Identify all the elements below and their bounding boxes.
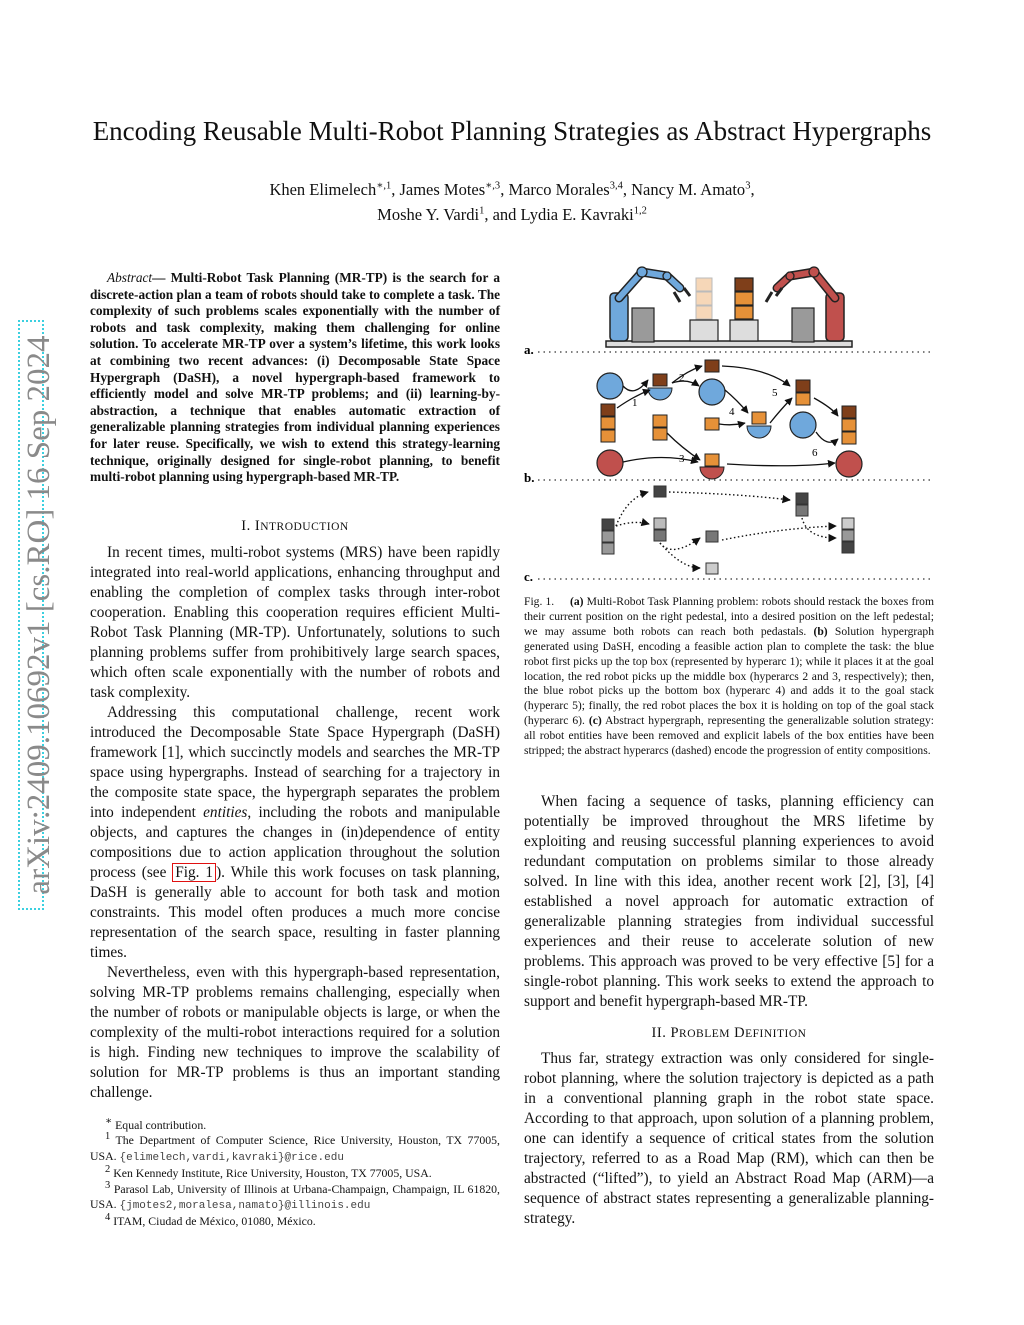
abstract-box-node [796, 493, 808, 504]
box-node [752, 412, 766, 424]
box-node [842, 406, 856, 418]
right-column-body [524, 792, 934, 1012]
footnote-text: Parasol Lab, University of Illinois at Urbana-Champaign, Champaign, IL 61820, USA. [90, 1181, 500, 1212]
abstract-box-node [842, 518, 854, 529]
panel-b-label: b. [524, 470, 535, 485]
section-heading-initial: D [734, 1025, 746, 1041]
panel-a-robot-scene [606, 267, 852, 347]
author-affiliation: ∗,1 [376, 180, 392, 192]
footnote-text: ITAM, Ciudad de México, 01080, México. [110, 1214, 316, 1229]
robot-base-pedestal [792, 308, 814, 342]
goal-stack-pedestal [690, 278, 718, 341]
box-node [842, 432, 856, 444]
box-node [601, 417, 615, 429]
panel-b-solution-hypergraph [597, 360, 862, 479]
author-name: Marco Morales [508, 180, 610, 199]
paragraph-text: Addressing this computational challenge, recent work introduced the Decomposable State Space Hypergraph (DaSH) framework [1], which succinctly models and searches the MR-TP space using hypergraphs. Instead of searching for a trajectory in the composite state space, the hypergraph separates the problem into independent [90, 704, 500, 821]
panel-c-label: c. [524, 569, 534, 584]
panel-a-label: a. [524, 342, 534, 357]
caption-panel-label: (a) [569, 595, 584, 608]
footnote-text: Equal contribution. [112, 1118, 207, 1132]
box-node [705, 418, 719, 430]
caption-text: Multi-Robot Task Planning problem: robots should restack the boxes from their current position on the right pedestal, into a desired position on the left pedestal; we may assume both robots can reach both pedastals. [524, 595, 934, 638]
section-heading-problem-definition [524, 1025, 934, 1042]
box-node [705, 360, 719, 372]
author-name: Nancy M. Amato [631, 180, 746, 199]
robot-base-pedestal [632, 308, 654, 342]
paragraph: In recent times, multi-robot systems (MRS) have been rapidly integrated into real-world applications, enhancing throughput and enabling the completion of complex tasks through inter-robot cooperation. Enabling this cooperation requires efficient Multi-Robot Task Planning (MR-TP). Unfortunately, solutions to such planning problems suffer from prohibitively large search spaces, which often scale exponentially with the number of robots and task complexity. [90, 544, 500, 701]
author-affiliation: ∗,3 [485, 180, 501, 192]
author-name: Lydia E. Kavraki [520, 205, 634, 224]
section-number: II. [651, 1025, 667, 1041]
caption-figure-number: Fig. 1. [524, 595, 555, 608]
author-name: Moshe Y. Vardi [377, 205, 480, 224]
footnote-mark: 3 [105, 1179, 111, 1191]
footnote-mark: 4 [105, 1212, 111, 1224]
box-node [653, 374, 667, 386]
hyperarc-label: 4 [729, 406, 735, 418]
hyperarc-label: 1 [632, 397, 638, 409]
box-node [601, 404, 615, 416]
blue-robot-node [699, 379, 725, 405]
author-name: James Motes [399, 180, 486, 199]
author-affiliation: 3,4 [609, 180, 623, 192]
paragraph [90, 703, 500, 963]
footnote [90, 1118, 500, 1133]
paper-title: Encoding Reusable Multi-Robot Planning Strategies as Abstract Hypergraphs [92, 116, 932, 146]
introduction-body [90, 543, 500, 1103]
paragraph: Nevertheless, even with this hypergraph-based representation, solving MR-TP problems remains challenging, especially when the number of robots or manipulable objects is large, or when the complexity of the multi-robot interactions required for a solution is high. Finding new techniques to improve the scalability of solution for MR-TP problems is thus an important standing challenge. [90, 964, 500, 1101]
hyperarc-label: 6 [812, 447, 818, 459]
section-heading-rest: NTRODUCTION [260, 521, 349, 533]
author-affiliation: 3 [745, 180, 751, 192]
author-affiliation: 1,2 [633, 205, 647, 217]
abstract-box-node [706, 531, 718, 542]
red-robot-node [597, 450, 623, 476]
hyperarc-label: 3 [679, 453, 685, 465]
caption-panel-label: (c) [588, 714, 602, 728]
abstract-box-node [654, 530, 666, 541]
figure-1 [522, 258, 936, 588]
abstract-box-node [842, 530, 854, 541]
paragraph: Thus far, strategy extraction was only considered for single-robot planning, where the solution trajectory is depicted as a path in a conventional planning graph in the robot state space. According to that approach, upon solution of a planning problem, one can identify a sequence of critical states from the solution trajectory, referred to as a Road Map (RM), which can then be abstracted (“lifted”), to yield an Abstract Road Map (ARM)—a sequence of abstract states representing a generalizable planning-strategy. [524, 1050, 934, 1227]
abstract-text: — Multi-Robot Task Planning (MR-TP) is the search for a discrete-action plan a team of robots should take to complete a task. The complexity of such problems scales exponentially with the number of robots and task complexity, making them challenging for online solution. To accelerate MR-TP over a system’s lifetime, this work looks at combining two recent advances: (i) Decomposable State Space Hypergraph (DaSH), a novel hypergraph-based framework to efficiently model and solve MR-TP problems; and (ii) learning-by-abstraction, a technique that enables automatic extraction of generalizable planning strategies from individual planning experiences for later reuse. Specifically, we wish to extend this strategy-learning technique, originally designed for single-robot planning, to benefit multi-robot planning using hypergraph-based MR-TP. [90, 270, 500, 485]
abstract-box-node [706, 563, 718, 574]
arxiv-identifier[interactable]: arXiv:2409.10692v1 [cs.RO] 16 Sep 2024 [21, 335, 57, 895]
footnote [90, 1179, 500, 1215]
arxiv-stamp [10, 320, 57, 910]
footnote [90, 1133, 500, 1166]
start-stack-pedestal [730, 278, 758, 341]
red-robot-node [836, 451, 862, 477]
author-name: Khen Elimelech [269, 180, 377, 199]
abstract-box-node [602, 531, 614, 542]
box-node [796, 393, 810, 405]
paragraph-text: ). While this work focuses on task planning, DaSH is generally able to account for both task and motion constraints. This model often produces a much more concise representation of the search space, resulting in faster planning times. [90, 864, 501, 961]
figure-1-link[interactable]: Fig. 1 [172, 863, 216, 882]
caption-text: Abstract hypergraph, representing the generalizable solution strategy: all robot entities have been removed and explicit labels of the box entities have been stripped; the abstract hyperarcs (dashed) encode the progression of entity compositions. [524, 714, 934, 758]
box-node [653, 428, 667, 440]
footnote-mark: 1 [105, 1131, 111, 1143]
section-heading-rest: EFINITION [745, 1028, 807, 1040]
footnote [90, 1214, 500, 1229]
abstract [90, 270, 500, 486]
hyperarc-label: 5 [772, 387, 778, 399]
abstract-box-node [842, 542, 854, 553]
box-node [796, 380, 810, 392]
paragraph-text: , including the robots and manipulable objects, and captures the changes in (in)dependence of entity compositions due to action application throughout the solution process (see [90, 804, 500, 881]
caption-panel-label: (b) [813, 624, 828, 638]
problem-definition-body [524, 1049, 934, 1229]
author-affiliation: 1 [479, 205, 485, 217]
abstract-label: Abstract [107, 270, 153, 285]
footnotes [90, 1118, 500, 1230]
email-address[interactable]: {elimelech,vardi,kavraki}@rice.edu [119, 1151, 344, 1164]
footnote-mark: ∗ [105, 1116, 113, 1128]
blue-robot-node [597, 373, 623, 399]
panel-c-abstract-hypergraph [602, 486, 854, 574]
red-robot-holding-node [700, 467, 724, 479]
section-heading-introduction [90, 518, 500, 535]
figure-1-caption [524, 595, 934, 759]
caption-text: Solution hypergraph generated using DaSH, encoding a feasible action plan to complete the task: the blue robot first picks up the top box (represented by hyperarc 1); while it places it at the goal location, the red robot picks up the middle box (hyperarcs 2 and 3, respectively); then, the blue robot picks up the bottom box (hyperarc 4) and adds it to the goal stack (hyperarc 5); finally, the red robot places the box it is holding on top of the goal stack (hyperarc 6). [524, 624, 935, 728]
hyperarc-label: 2 [679, 372, 685, 384]
section-heading-rest: ROBLEM [679, 1028, 730, 1040]
email-address[interactable]: {jmotes2,moralesa,namato}@illinois.edu [119, 1200, 371, 1213]
footnote-text: The Department of Computer Science, Rice University, Houston, TX 77005, USA. [90, 1133, 500, 1163]
emphasis-text: entities [203, 804, 248, 821]
box-node [842, 419, 856, 431]
box-node [601, 430, 615, 442]
abstract-box-node [654, 486, 666, 497]
abstract-box-node [796, 505, 808, 516]
blue-robot-node [790, 412, 816, 438]
box-node [705, 454, 719, 466]
section-heading-initial: I [254, 518, 261, 534]
abstract-box-node [602, 543, 614, 554]
abstract-box-node [654, 518, 666, 529]
section-heading-initial: P [670, 1025, 680, 1041]
abstract-box-node [602, 519, 614, 530]
blue-robot-holding-node [648, 388, 672, 400]
box-node [653, 415, 667, 427]
blue-robot-holding-node [747, 426, 771, 438]
footnote [90, 1166, 500, 1181]
section-number: I. [241, 518, 251, 534]
paragraph: When facing a sequence of tasks, planning efficiency can potentially be improved throughout the MRS lifetime by exploiting and reusing successful planning experiences to avoid redundant computation on problems similar to those already solved. In line with this idea, another recent work [2], [3], [4] established a novel approach for automatic extraction of generalizable planning strategies from individual successful experiences and their reuse to accelerate solution of new problems. This approach was proved to be very effective [5] for a single-robot planning. This work seeks to extend the approach to support and benefit hypergraph-based MR-TP. [524, 793, 934, 1010]
author-list: Khen Elimelech$^{∗,1}$, James Motes$^{∗,3}$, Marco Morales$^{3,4}$, Nancy M. Amato$^3$, Moshe Y. Vardi$^1$, and Lydia E. Kavraki$^{1,2}$ [269, 180, 755, 224]
footnote-text: Ken Kennedy Institute, Rice University, Houston, TX 77005, USA. [110, 1166, 432, 1181]
footnote-mark: 2 [105, 1164, 111, 1176]
